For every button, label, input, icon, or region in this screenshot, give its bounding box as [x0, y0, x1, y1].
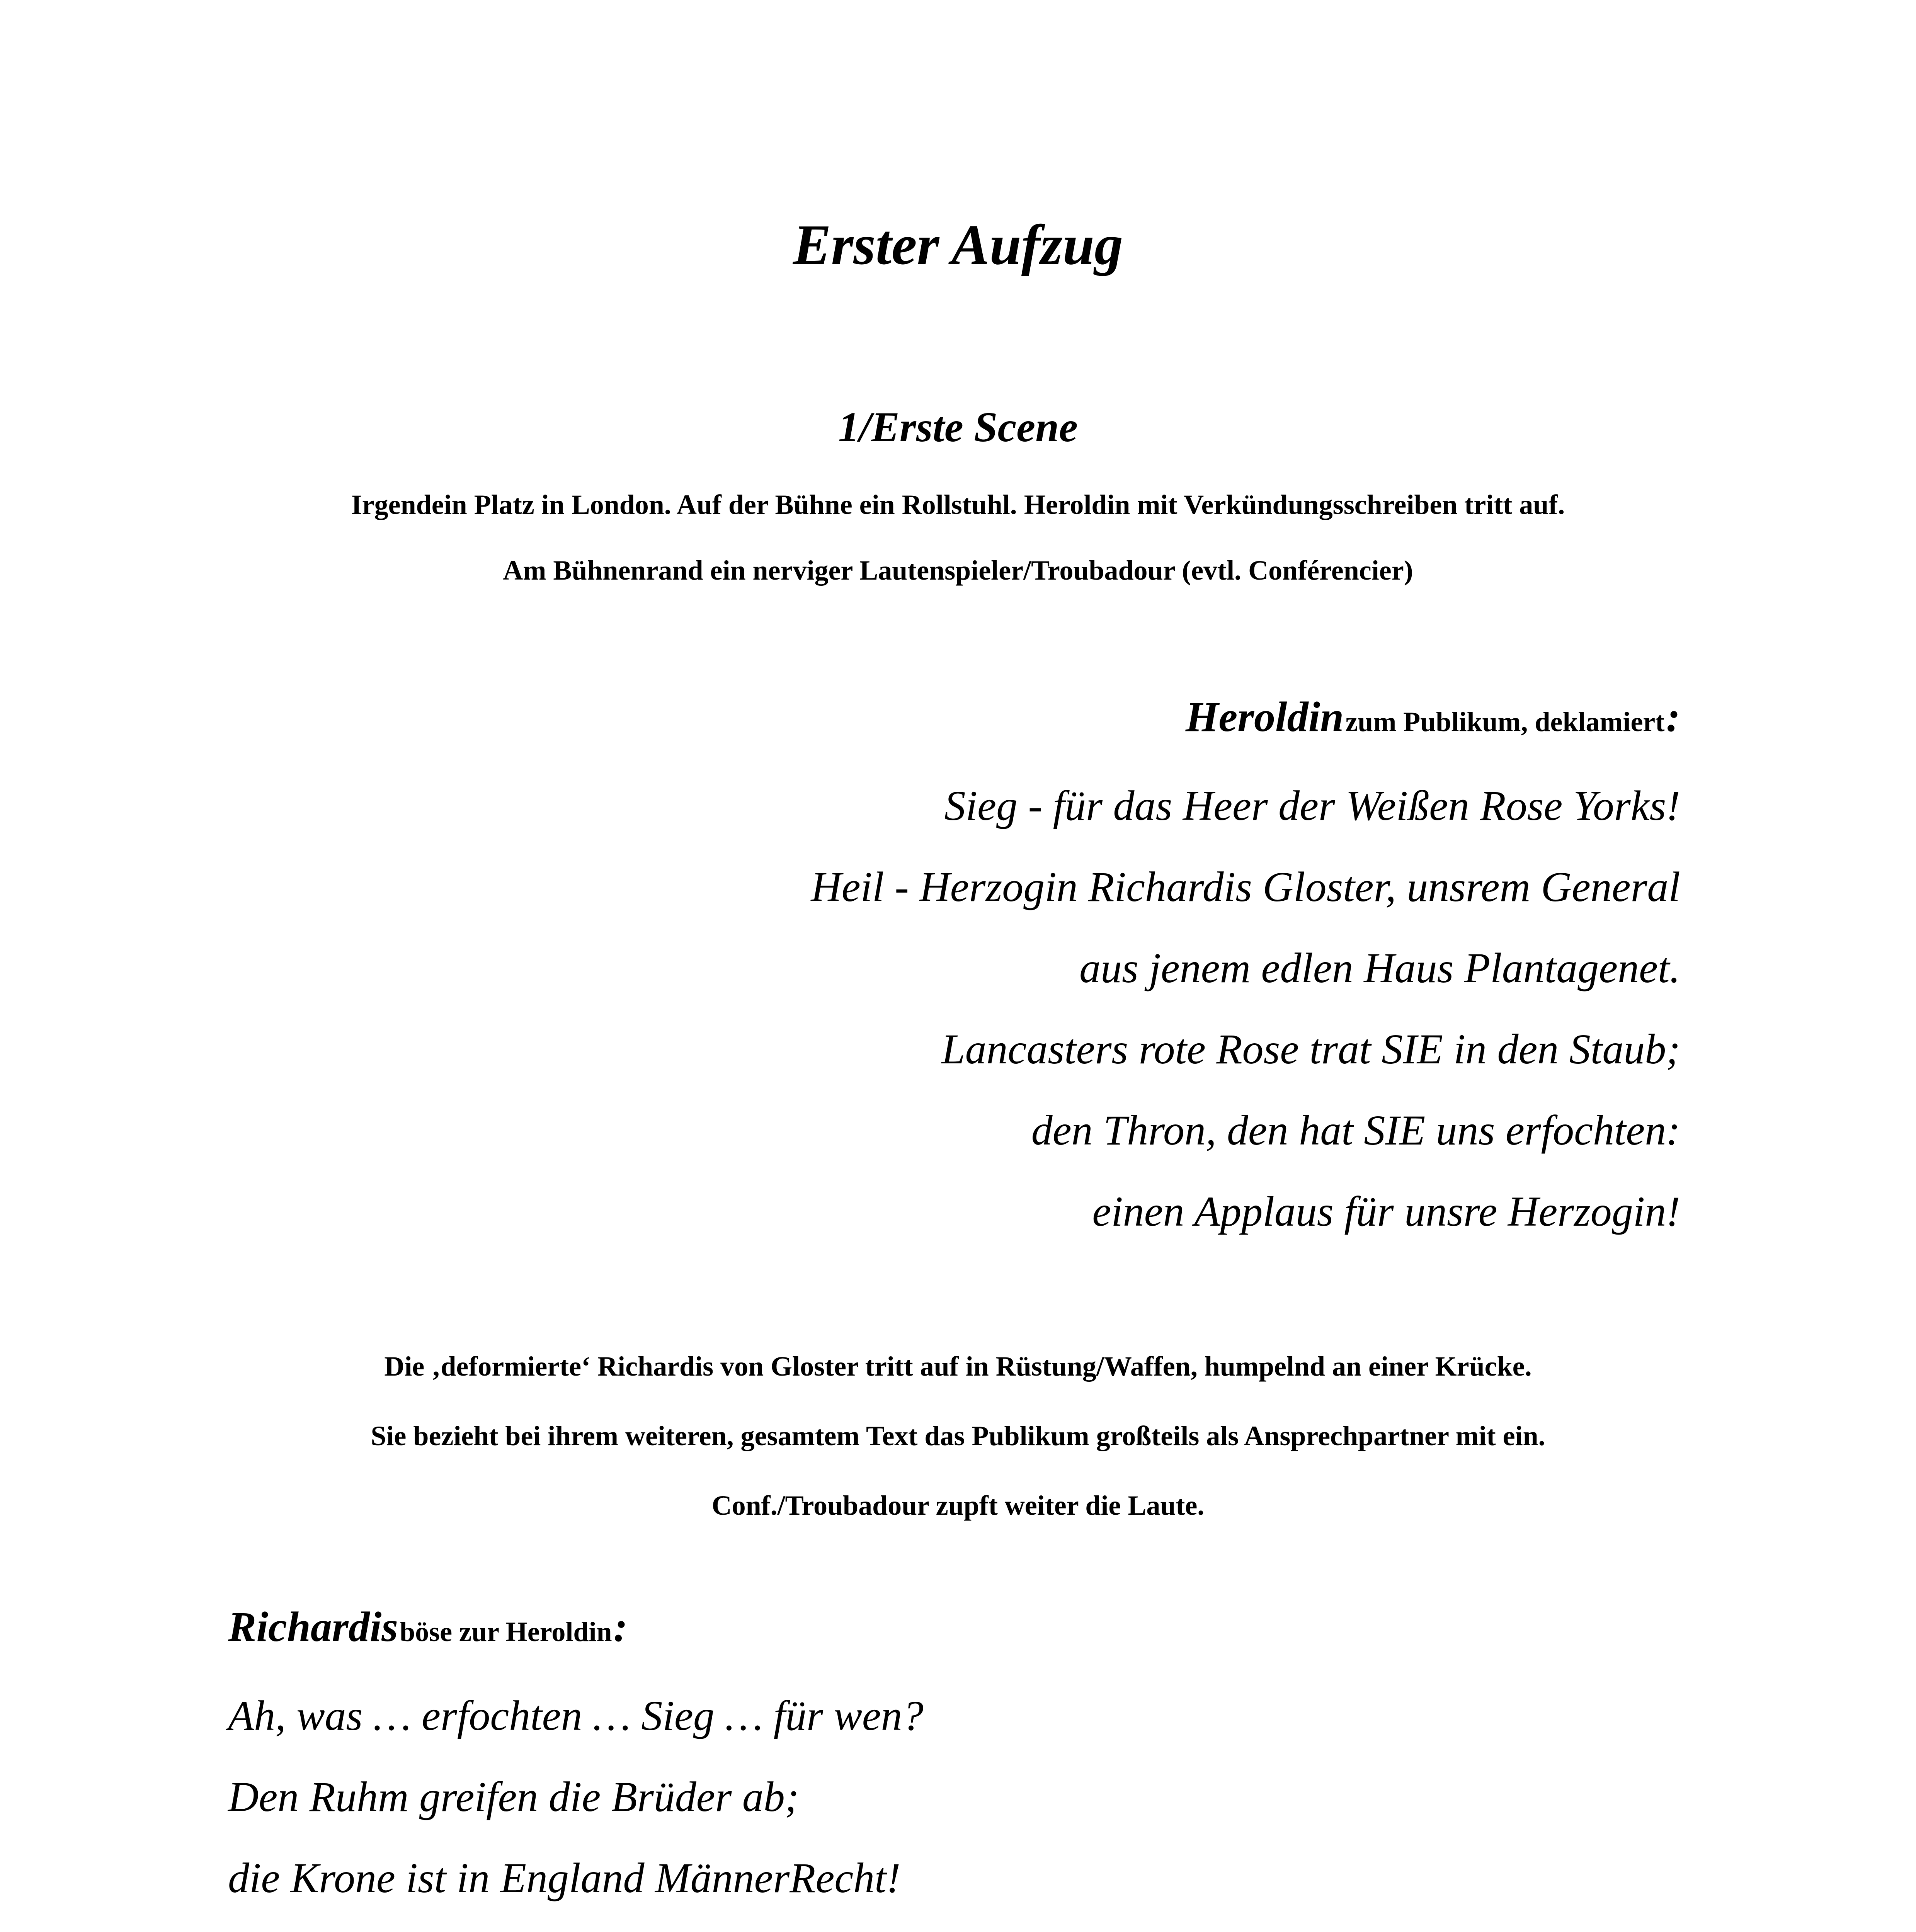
stage-direction-line: Am Bühnenrand ein nerviger Lautenspieler/Troubadour (evtl. Conférencier) — [503, 555, 1413, 586]
verse-line: Heil - Herzogin Richardis Gloster, unsrem General — [811, 863, 1680, 910]
speaker-heading-richardis — [228, 1605, 628, 1648]
verse-line: Sieg - für das Heer der Weißen Rose Yorks! — [944, 782, 1680, 829]
speaker-colon: : — [1666, 693, 1680, 740]
act-title: Erster Aufzug — [793, 213, 1123, 277]
speaker-colon: : — [613, 1603, 628, 1650]
speaker-heading-heroldin — [1185, 693, 1680, 740]
verse-line: einen Applaus für unsre Herzogin! — [1092, 1188, 1680, 1235]
speaker-direction: zum Publikum, deklamiert — [1345, 706, 1665, 737]
stage-direction-line: Conf./Troubadour zupft weiter die Laute. — [711, 1490, 1205, 1521]
scene-title: 1/Erste Scene — [838, 403, 1078, 451]
speaker-name: Richardis — [228, 1603, 398, 1650]
verse-line: die Krone ist in England MännerRecht! — [228, 1854, 901, 1901]
stage-direction-line: Sie bezieht bei ihrem weiteren, gesamtem Text das Publikum großteils als Ansprechpartner mit ein. — [371, 1420, 1545, 1451]
stage-direction-line: Irgendein Platz in London. Auf der Bühne ein Rollstuhl. Heroldin mit Verkündungsschreiben tritt auf. — [351, 489, 1565, 520]
verse-line: Ah, was … erfochten … Sieg … für wen? — [228, 1692, 924, 1739]
verse-line: Den Ruhm greifen die Brüder ab; — [228, 1773, 799, 1820]
verse-line: den Thron, den hat SIE uns erfochten: — [1031, 1107, 1680, 1154]
stage-direction-line: Die ‚deformierte‘ Richardis von Gloster tritt auf in Rüstung/Waffen, humpelnd an einer Krücke. — [384, 1351, 1532, 1382]
speaker-name: Heroldin — [1185, 693, 1344, 740]
verse-line: Lancasters rote Rose trat SIE in den Staub; — [941, 1026, 1680, 1073]
verse-line: aus jenem edlen Haus Plantagenet. — [1079, 944, 1680, 992]
speaker-direction: böse zur Heroldin — [400, 1616, 612, 1647]
